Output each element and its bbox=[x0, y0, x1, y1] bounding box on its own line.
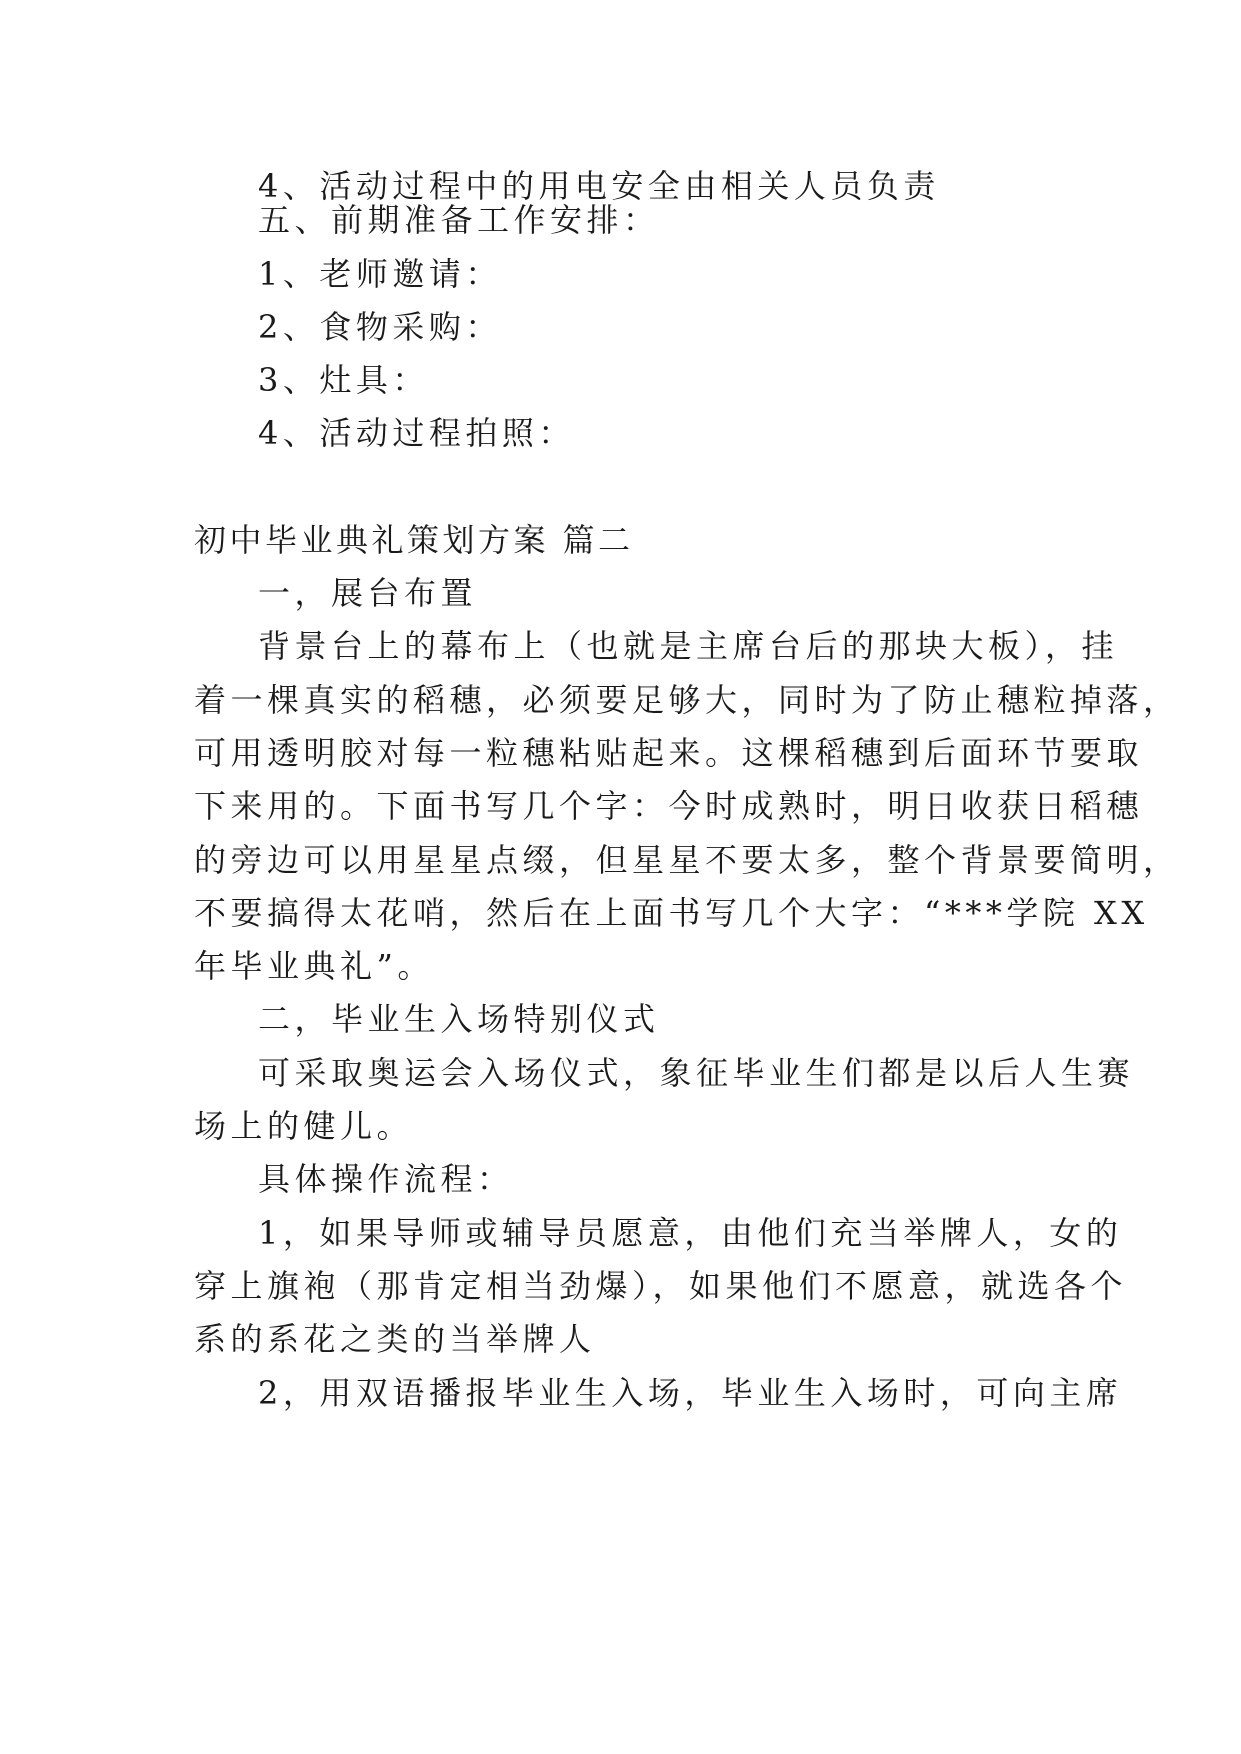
step-1-line: 1，如果导师或辅导员愿意，由他们充当举牌人，女的 bbox=[258, 1214, 1123, 1252]
booth-paragraph-line: 下来用的。下面书写几个字：今时成熟时，明日收获日稻穗 bbox=[194, 787, 1144, 825]
booth-heading: 一，展台布置 bbox=[258, 574, 478, 612]
booth-paragraph-line: 可用透明胶对每一粒穗粘贴起来。这棵稻穗到后面环节要取 bbox=[194, 734, 1144, 772]
booth-paragraph-line: 背景台上的幕布上（也就是主席台后的那块大板），挂 bbox=[258, 627, 1119, 665]
section-title: 初中毕业典礼策划方案 篇二 bbox=[194, 521, 634, 559]
entrance-heading: 二，毕业生入场特别仪式 bbox=[258, 1000, 660, 1038]
item-photography: 4、活动过程拍照： bbox=[258, 414, 575, 452]
step-1-line: 穿上旗袍（那肯定相当劲爆），如果他们不愿意，就选各个 bbox=[194, 1267, 1128, 1305]
item-food-purchase: 2、食物采购： bbox=[258, 308, 502, 346]
booth-paragraph-line: 着一棵真实的稻穗，必须要足够大，同时为了防止穗粒掉落， bbox=[194, 681, 1180, 719]
step-1-line: 系的系花之类的当举牌人 bbox=[194, 1320, 596, 1358]
item-teacher-invite: 1、老师邀请： bbox=[258, 255, 502, 293]
heading-preparation: 五、前期准备工作安排： bbox=[258, 201, 660, 239]
booth-paragraph-line: 不要搞得太花哨，然后在上面书写几个大字：“***学院 XX bbox=[194, 894, 1149, 932]
item-electric-safety: 4、活动过程中的用电安全由相关人员负责 bbox=[258, 167, 940, 205]
booth-paragraph-line: 年毕业典礼”。 bbox=[194, 947, 434, 985]
procedure-heading: 具体操作流程： bbox=[258, 1160, 514, 1198]
step-2-line: 2，用双语播报毕业生入场，毕业生入场时，可向主席 bbox=[258, 1374, 1123, 1412]
entrance-paragraph-line: 可采取奥运会入场仪式，象征毕业生们都是以后人生赛 bbox=[258, 1054, 1135, 1092]
entrance-paragraph-line: 场上的健儿。 bbox=[194, 1107, 414, 1145]
item-cookware: 3、灶具： bbox=[258, 361, 429, 399]
booth-paragraph-line: 的旁边可以用星星点缀，但星星不要太多，整个背景要简明， bbox=[194, 841, 1180, 879]
